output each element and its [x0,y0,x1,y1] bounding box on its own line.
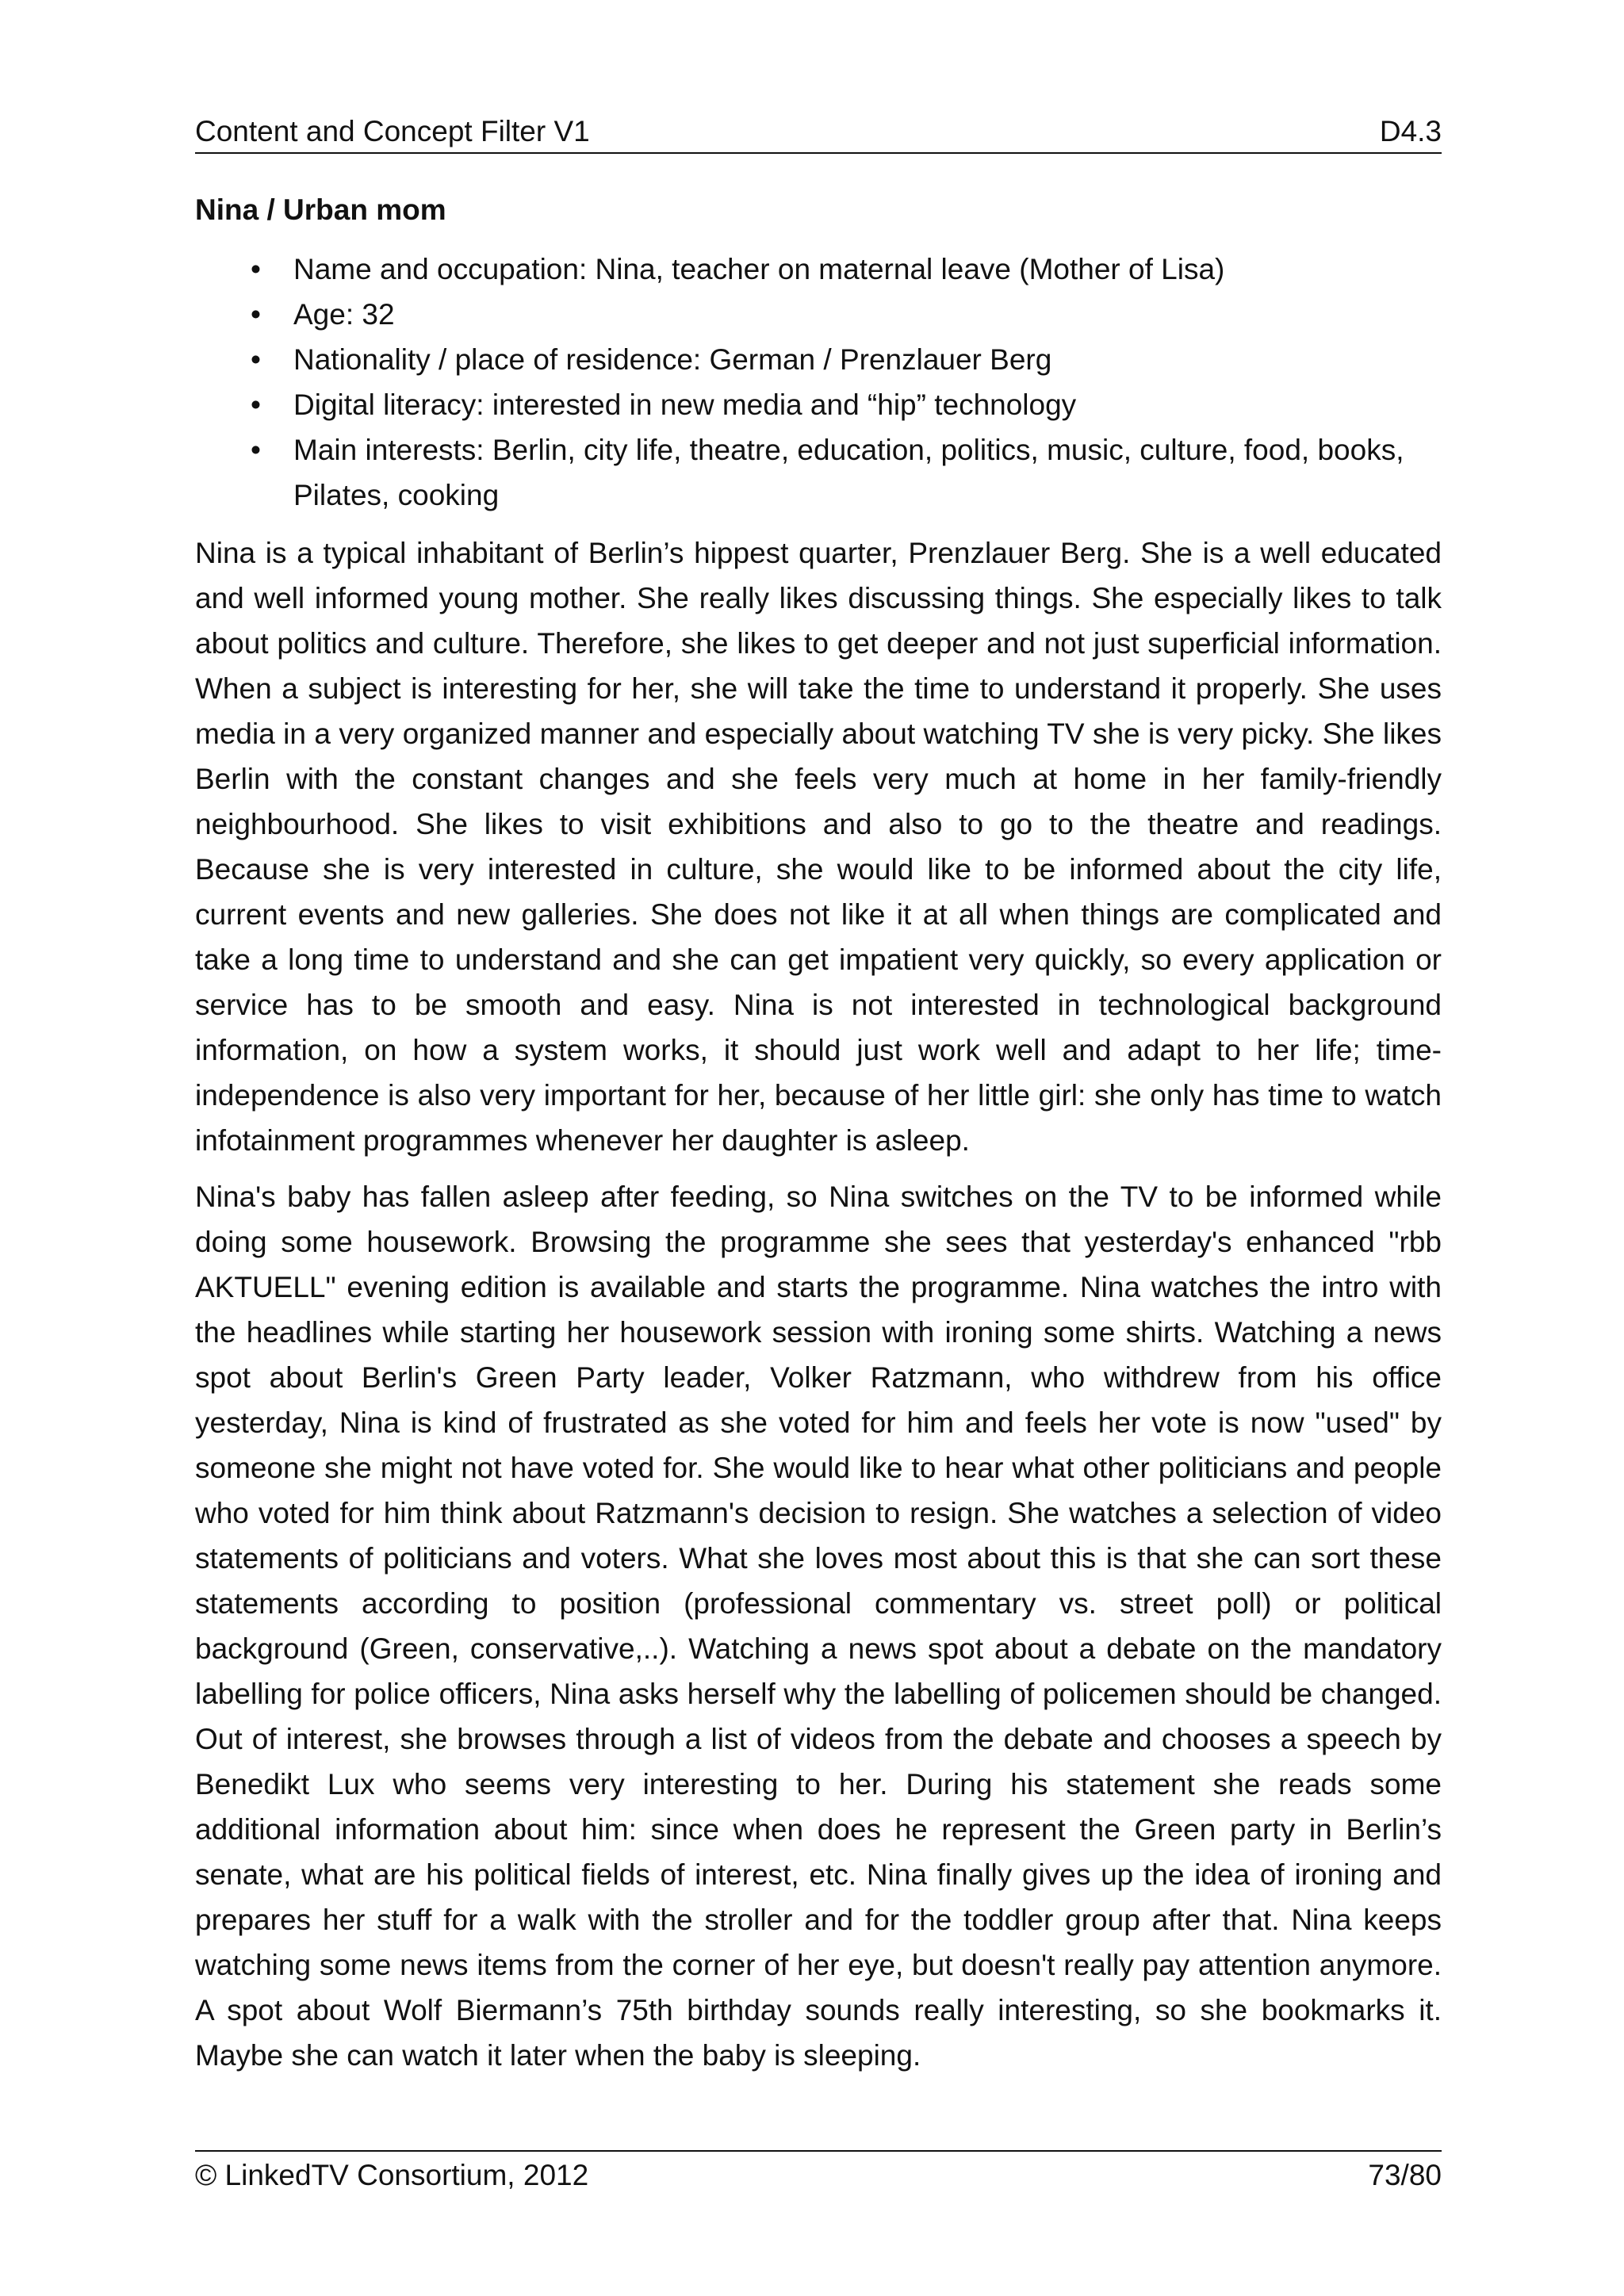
body-paragraph: Nina's baby has fallen asleep after feeding, so Nina switches on the TV to be informed while doing some housework. Browsing the programme she sees that yesterday's enhanced "rbb AKTUELL" evening edition is available and starts the programme. Nina watches the intro with the headlines while starting her housework session with ironing some shirts. Watching a news spot about Berlin's Green Party leader, Volker Ratzmann, who withdrew from his office yesterday, Nina is kind of frustrated as she voted for him and feels her vote is now "used" by someone she might not have voted for. She would like to hear what other politicians and people who voted for him think about Ratzmann's decision to resign. She watches a selection of video statements of politicians and voters. What she loves most about this is that she can sort these statements according to position (professional commentary vs. street poll) or political background (Green, conservative,..). Watching a news spot about a debate on the mandatory labelling for police officers, Nina asks herself why the labelling of policemen should be changed. Out of interest, she browses through a list of videos from the debate and chooses a speech by Benedikt Lux who seems very interesting to her. During his statement she reads some additional information about him: since when does he represent the Green party in Berlin’s senate, what are his political fields of interest, etc. Nina finally gives up the idea of ironing and prepares her stuff for a walk with the stroller and for the toddler group after that. Nina keeps watching some news items from the corner of her eye, but doesn't really pay attention anymore. A spot about Wolf Biermann’s 75th birthday sounds really interesting, so she bookmarks it. Maybe she can watch it later when the baby is sleeping. [195,1181,1442,2072]
persona-attribute-list [195,247,1442,518]
list-item [195,427,1442,518]
list-item [195,247,1442,292]
attribute-text: Digital literacy: interested in new media and “hip” technology [293,388,1077,421]
document-title: Content and Concept Filter V1 [195,115,590,147]
attribute-text: Main interests: Berlin, city life, theatre, education, politics, music, culture, food, books, Pilates, cooking [293,434,1404,511]
bullet-icon: • [251,388,261,421]
attribute-text: Age: 32 [293,298,395,331]
body-paragraph: Nina is a typical inhabitant of Berlin’s hippest quarter, Prenzlauer Berg. She is a well educated and well informed young mother. She really likes discussing things. She especially likes to talk about politics and culture. Therefore, she likes to get deeper and not just superficial information. When a subject is interesting for her, she will take the time to understand it properly. She uses media in a very organized manner and especially about watching TV she is very picky. She likes Berlin with the constant changes and she feels very much at home in her family-friendly neighbourhood. She likes to visit exhibitions and also to go to the theatre and readings. Because she is very interested in culture, she would like to be informed about the city life, current events and new galleries. She does not like it at all when things are complicated and take a long time to understand and she can get impatient very quickly, so every application or service has to be smooth and easy. Nina is not interested in technological background information, on how a system works, it should just work well and adapt to her life; time-independence is also very important for her, because of her little girl: she only has time to watch infotainment programmes whenever her daughter is asleep. [195,537,1442,1157]
page-number: 73/80 [1368,2159,1442,2191]
page-header [195,111,1442,154]
attribute-text: Name and occupation: Nina, teacher on maternal leave (Mother of Lisa) [293,253,1225,285]
page-content [195,187,1442,2089]
section-title: Nina / Urban mom [195,193,446,226]
bullet-icon: • [251,253,261,285]
list-item [195,292,1442,337]
attribute-text: Nationality / place of residence: German / Prenzlauer Berg [293,343,1052,376]
copyright-notice: © LinkedTV Consortium, 2012 [195,2159,589,2191]
bullet-icon: • [251,298,261,331]
list-item [195,337,1442,382]
bullet-icon: • [251,434,261,466]
bullet-icon: • [251,343,261,376]
document-id: D4.3 [1379,115,1442,147]
page-footer [195,2150,1442,2196]
list-item [195,382,1442,427]
